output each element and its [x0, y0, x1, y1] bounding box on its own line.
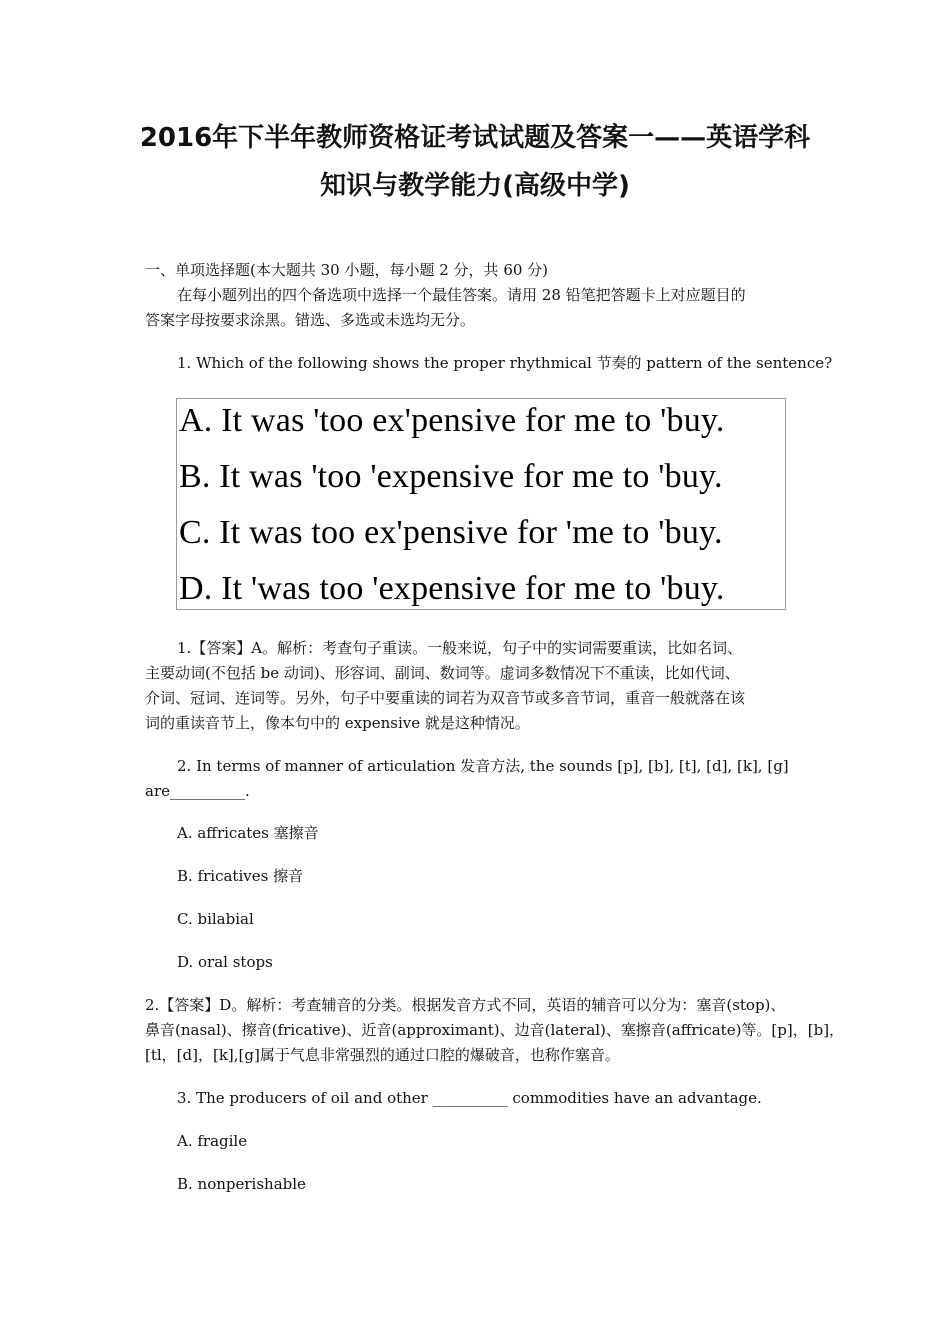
instructions-line-2: 答案字母按要求涂黑。错选、多选或未选均无分。	[145, 311, 476, 329]
question-2-option-c: C. bilabial	[177, 910, 254, 928]
question-3-text: 3. The producers of oil and other __________ commodities have an advantage.	[177, 1089, 762, 1107]
question-2-option-b: B. fricatives 擦音	[177, 867, 304, 885]
question-3-option-b: B. nonperishable	[177, 1175, 306, 1193]
question-2-option-d: D. oral stops	[177, 953, 273, 971]
section-heading: 一、单项选择题(本大题共 30 小题，每小题 2 分，共 60 分)	[145, 261, 549, 279]
question-2-text-line-2: are__________.	[145, 782, 250, 800]
document-title-line-1: 2016年下半年教师资格证考试试题及答案一——英语学科	[139, 123, 811, 153]
question-1-option-d: D. It 'was too 'expensive for me to 'buy.	[179, 570, 725, 607]
answer-2-line-1: 2.【答案】D。解析：考查辅音的分类。根据发音方式不同，英语的辅音可以分为：塞音(stop)、	[145, 996, 786, 1014]
answer-1-line-2: 主要动词(不包括 be 动词)、形容词、副词、数词等。虚词多数情况下不重读，比如代词、	[145, 664, 740, 682]
question-1-option-c: C. It was too ex'pensive for 'me to 'buy.	[179, 514, 723, 551]
instructions-line-1: 在每小题列出的四个备选项中选择一个最佳答案。请用 28 铅笔把答题卡上对应题目的	[177, 286, 746, 304]
question-1-options-figure	[176, 398, 786, 610]
answer-2-line-2: 鼻音(nasal)、擦音(fricative)、近音(approximant)、边音(lateral)、塞擦音(affricate)等。[p]，[b]，	[145, 1021, 845, 1039]
question-3-option-a: A. fragile	[177, 1132, 248, 1150]
question-1-option-b: B. It was 'too 'expensive for me to 'buy.	[179, 458, 723, 495]
question-2-text-line-1: 2. In terms of manner of articulation 发音方法, the sounds [p], [b], [t], [d], [k], [g]	[177, 757, 789, 775]
answer-2-line-3: [tl，[d]，[k],[g]属于气息非常强烈的通过口腔的爆破音，也称作塞音。	[145, 1046, 620, 1064]
answer-1-line-1: 1.【答案】A。解析：考查句子重读。一般来说，句子中的实词需要重读，比如名词、	[177, 639, 743, 657]
answer-1-line-4: 词的重读音节上，像本句中的 expensive 就是这种情况。	[145, 714, 530, 732]
question-1-text: 1. Which of the following shows the proper rhythmical 节奏的 pattern of the sentence?	[177, 354, 833, 372]
question-1-option-a: A. It was 'too ex'pensive for me to 'buy.	[179, 402, 725, 439]
document-title-line-2: 知识与教学能力(高级中学)	[320, 171, 630, 201]
answer-1-line-3: 介词、冠词、连词等。另外，句子中要重读的词若为双音节或多音节词，重音一般就落在该	[145, 689, 746, 707]
question-2-option-a: A. affricates 塞擦音	[177, 824, 319, 842]
